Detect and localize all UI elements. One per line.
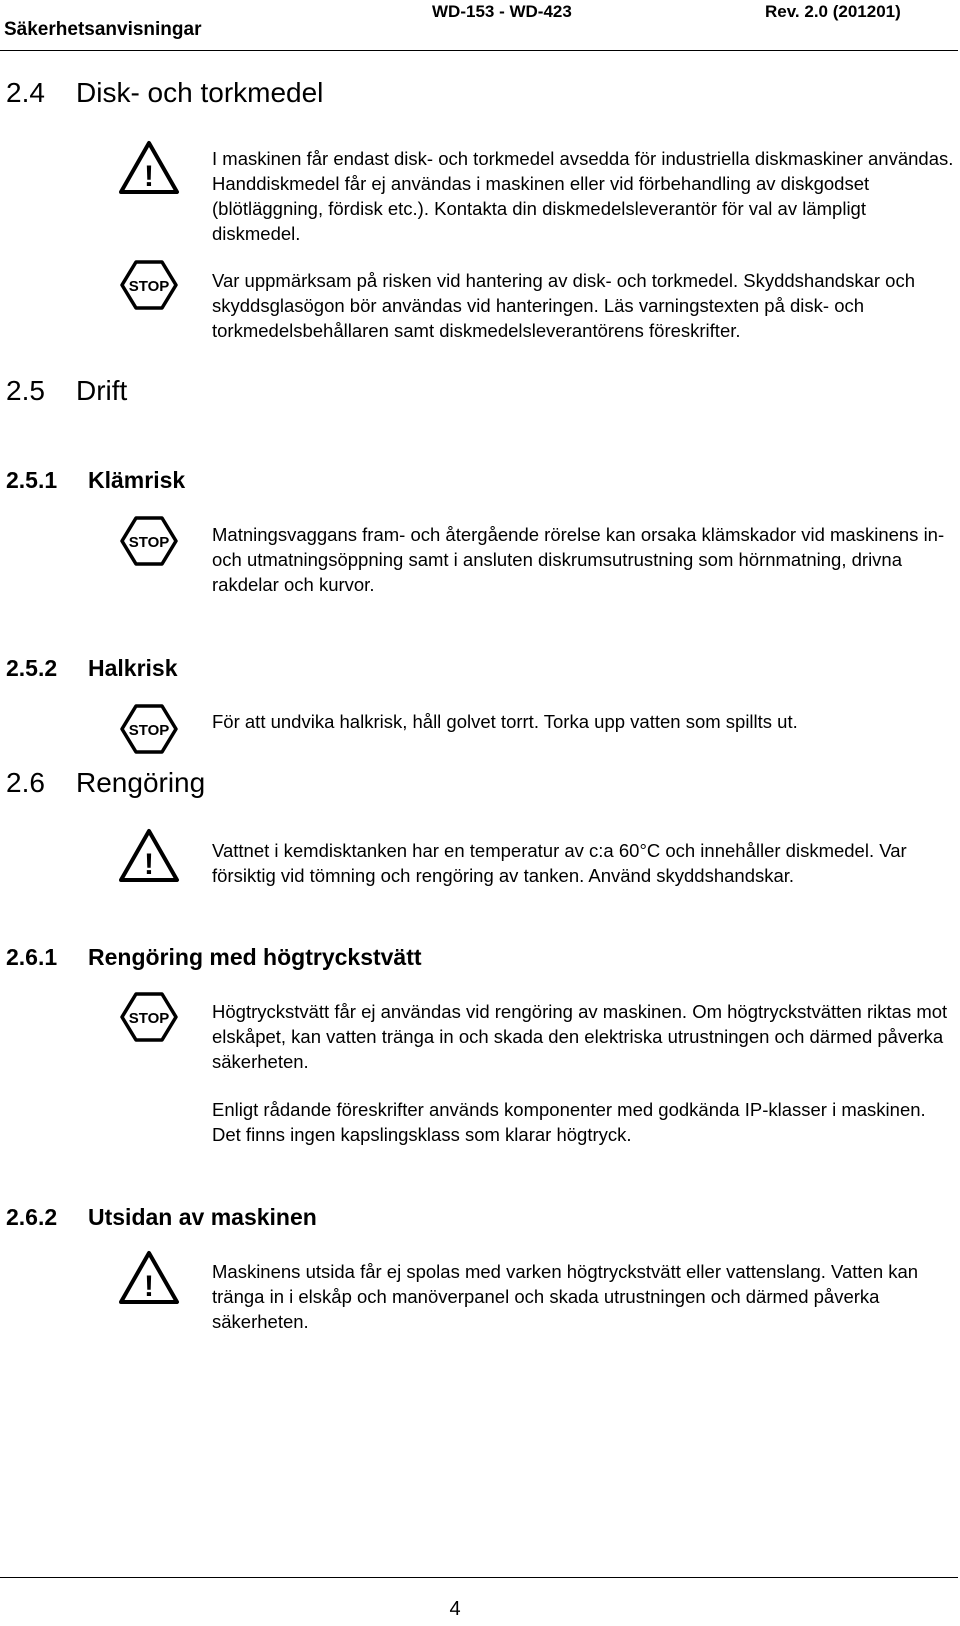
section-number: 2.5.1 <box>6 467 58 493</box>
svg-text:STOP: STOP <box>128 722 170 739</box>
stop-sign-icon <box>120 516 178 566</box>
section-title: Halkrisk <box>88 655 178 681</box>
svg-text:!: ! <box>144 848 154 881</box>
stop-text-pinch-risk: Matningsvaggans fram- och återgående rörelse kan orsaka klämskador vid maskinens in- och utmatningsöppning samt i ansluten diskrumsutrustning som hörnmatning, drivna rakdelar och kurvor. <box>212 524 945 595</box>
warning-text-detergents: I maskinen får endast disk- och torkmedel avsedda för industriella diskmaskiner användas. Handdiskmedel får ej användas i maskinen eller vid förbehandling av diskgodset (blötläggning, fördisk etc.). Kontakta din diskmedelsleverantör för val av lämpligt diskmedel. <box>212 148 954 244</box>
header-model: WD-153 - WD-423 <box>432 2 572 21</box>
svg-text:STOP: STOP <box>128 1010 170 1027</box>
section-title: Rengöring med högtryckstvätt <box>88 944 422 970</box>
header-section-title: Säkerhetsanvisningar <box>4 19 202 40</box>
stop-text-slip-risk: För att undvika halkrisk, håll golvet torrt. Torka upp vatten som spillts ut. <box>212 711 798 732</box>
stop-sign-icon <box>120 704 178 754</box>
svg-text:!: ! <box>144 1270 154 1303</box>
text-ip-classes: Enligt rådande föreskrifter används komponenter med godkända IP-klasser i maskinen. Det finns ingen kapslingsklass som klarar högtryck. <box>212 1099 926 1145</box>
section-number: 2.6 <box>6 767 45 798</box>
section-title: Disk- och torkmedel <box>76 77 324 108</box>
stop-sign-icon <box>120 992 178 1042</box>
stop-text-pressure-washer: Högtryckstvätt får ej användas vid rengöring av maskinen. Om högtryckstvätten riktas mot elskåpet, kan vatten tränga in och skada den elektriska utrustningen och därmed påverka säkerheten. <box>212 1001 948 1072</box>
svg-text:STOP: STOP <box>128 534 170 551</box>
header-rule <box>0 50 958 51</box>
warning-triangle-icon <box>118 828 180 884</box>
section-number: 2.5 <box>6 375 45 406</box>
stop-text-detergents: Var uppmärksam på risken vid hantering av disk- och torkmedel. Skyddshandskar och skyddsglasögon bör användas vid hanteringen. Läs varningstexten på disk- och torkmedelsbehållaren samt diskmedelsleverantörens föreskrifter. <box>212 270 915 341</box>
section-title: Klämrisk <box>88 467 186 493</box>
header-revision: Rev. 2.0 (201201) <box>765 2 901 21</box>
section-number: 2.6.2 <box>6 1204 58 1230</box>
section-number: 2.4 <box>6 77 45 108</box>
section-number: 2.6.1 <box>6 944 58 970</box>
warning-triangle-icon <box>118 1250 180 1306</box>
section-title: Drift <box>76 375 128 406</box>
section-title: Rengöring <box>76 767 206 798</box>
warning-text-machine-exterior: Maskinens utsida får ej spolas med varken högtryckstvätt eller vattenslang. Vatten kan tränga in i elskåp och manöverpanel och skada utrustningen och därmed påverka säkerheten. <box>212 1261 919 1332</box>
section-number: 2.5.2 <box>6 655 58 681</box>
svg-text:STOP: STOP <box>128 278 170 295</box>
warning-triangle-icon <box>118 140 180 196</box>
section-title: Utsidan av maskinen <box>88 1204 317 1230</box>
svg-text:!: ! <box>144 160 154 193</box>
stop-sign-icon <box>120 260 178 310</box>
warning-text-tank-temperature: Vattnet i kemdisktanken har en temperatur av c:a 60°C och innehåller diskmedel. Var försiktig vid tömning och rengöring av tanken. Använd skyddshandskar. <box>212 840 907 886</box>
footer-rule <box>0 1577 958 1578</box>
page-number: 4 <box>449 1598 461 1620</box>
